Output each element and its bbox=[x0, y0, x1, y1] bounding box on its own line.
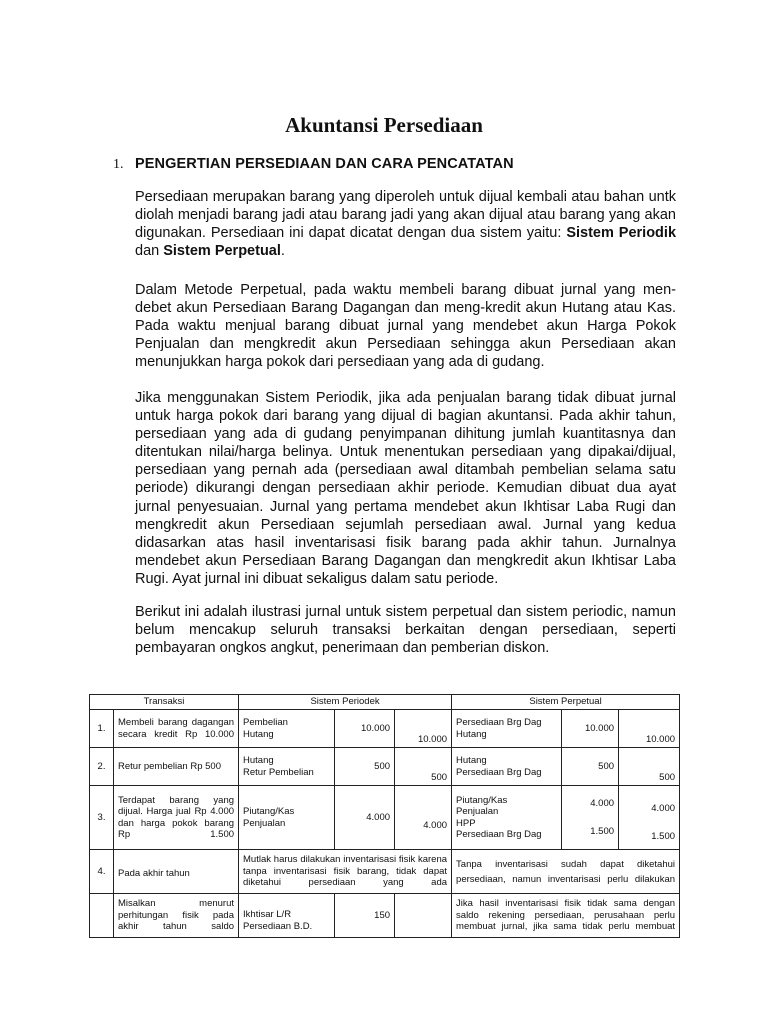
transaction-description: Misalkan menurut perhitungan fisik pada akhir tahun saldo bbox=[114, 894, 239, 938]
perpetual-debit bbox=[562, 786, 619, 850]
journal-comparison-table bbox=[89, 694, 680, 938]
perpetual-accounts bbox=[452, 710, 562, 748]
table-row bbox=[90, 748, 680, 786]
paragraph-periodik: Jika menggunakan Sistem Periodik, jika ada penjualan barang tidak dibuat jurnal untuk harga pokok dari barang yang dijual di bagian akuntansi. Pada akhir tahun, persediaan yang ada di gudang penyimpanan dihitung jumlah kuantitasnya dan ditentukan nilai/harga belinya. Untuk menentukan persediaan yang dipakai/dijual, persediaan yang pernah ada (persediaan awal ditambah pembelian selama satu periode) dikurangi dengan persediaan akhir periode. Kemudian dibuat dua ayat jurnal penyesuaian. Jurnal yang pertama mendebet akun Ikhtisar Laba Rugi dan mengkredit akun Persediaan sejumlah persediaan awal. Jurnal yang kedua didasarkan atas hasil inventarisasi fisik barang pada akhir tahun. Jurnalnya mendebet akun Persediaan Barang Dagangan dan mengkredit akun Ikhtisar Laba Rugi. Ayat jurnal ini dibuat sekaligus dalam satu periode. bbox=[135, 390, 676, 587]
perpetual-debit: 10.000 bbox=[562, 710, 619, 748]
account-name: Hutang bbox=[456, 755, 487, 766]
table-row bbox=[90, 710, 680, 748]
transaction-description: Terdapat barang yang dijual. Harga jual Rp 4.000 dan harga pokok barang Rp 1.500 bbox=[114, 786, 239, 850]
periodik-credit: 4.000 bbox=[395, 786, 452, 850]
credit-amount: 1.500 bbox=[651, 831, 676, 842]
row-number: 3. bbox=[90, 786, 114, 850]
periodik-accounts bbox=[239, 894, 335, 938]
periodik-debit: 500 bbox=[335, 748, 395, 786]
row-number: 1. bbox=[90, 710, 114, 748]
periodik-accounts bbox=[239, 748, 335, 786]
table-row bbox=[90, 894, 680, 938]
perpetual-accounts bbox=[452, 786, 562, 850]
section-number: 1. bbox=[113, 157, 124, 172]
perpetual-accounts bbox=[452, 748, 562, 786]
account-name: HPP bbox=[456, 817, 476, 829]
section-heading: PENGERTIAN PERSEDIAAN DAN CARA PENCATATAN bbox=[135, 156, 514, 172]
transaction-description: Membeli barang dagangan secara kredit Rp 10.000 bbox=[114, 710, 239, 748]
periodik-debit: 10.000 bbox=[335, 710, 395, 748]
debit-amount: 1.500 bbox=[590, 825, 615, 837]
paragraph-illustration: Berikut ini adalah ilustrasi jurnal untuk sistem perpetual dan sistem periodic, namun belum mencakup seluruh transaksi berkaitan dengan persediaan, seperti pembayaran ongkos angkut, penerimaan dan pemberian diskon. bbox=[135, 604, 676, 657]
credit-amount: 4.000 bbox=[651, 802, 676, 814]
paragraph-definition-end: . bbox=[280, 243, 285, 260]
account-name: Persediaan Brg Dag bbox=[456, 829, 542, 840]
perpetual-note: Tanpa inventarisasi sudah dapat diketahui persediaan, namun inventarisasi perlu dilakukan bbox=[452, 850, 680, 894]
transaction-description: Retur pembelian Rp 500 bbox=[114, 748, 239, 786]
periodik-accounts bbox=[239, 710, 335, 748]
periodik-credit: 10.000 bbox=[395, 710, 452, 748]
perpetual-note: Jika hasil inventarisasi fisik tidak sama dengan saldo rekening persediaan, perusahaan perlu membuat jurnal, jika sama tidak perlu membuat bbox=[452, 894, 680, 938]
periodik-accounts bbox=[239, 786, 335, 850]
account-name: Piutang/Kas bbox=[243, 806, 295, 817]
transaction-description: Pada akhir tahun bbox=[114, 850, 239, 894]
account-name: Piutang/Kas bbox=[456, 794, 508, 806]
account-name: Hutang bbox=[243, 728, 274, 740]
table-row bbox=[90, 850, 680, 894]
paragraph-definition bbox=[135, 188, 676, 260]
account-name: Pembelian bbox=[243, 717, 288, 728]
term-sistem-perpetual: Sistem Perpetual bbox=[163, 243, 281, 260]
term-sistem-periodik: Sistem Periodik bbox=[566, 225, 677, 242]
perpetual-debit: 500 bbox=[562, 748, 619, 786]
periodik-note: Mutlak harus dilakukan inventarisasi fisik karena tanpa inventarisasi fisik barang, tidak dapat diketahui persediaan yang ada bbox=[239, 850, 452, 894]
account-name: Retur Pembelian bbox=[243, 766, 314, 778]
connector-dan: dan bbox=[135, 243, 160, 260]
account-name: Persediaan Brg Dag bbox=[456, 766, 542, 778]
perpetual-credit: 10.000 bbox=[619, 710, 680, 748]
perpetual-credit: 500 bbox=[619, 748, 680, 786]
periodik-credit bbox=[395, 894, 452, 938]
perpetual-credit bbox=[619, 786, 680, 850]
account-name: Penjualan bbox=[243, 817, 286, 829]
periodik-debit: 150 bbox=[335, 894, 395, 938]
account-name: Penjualan bbox=[456, 806, 499, 817]
account-name: Hutang bbox=[456, 728, 487, 740]
account-name: Persediaan Brg Dag bbox=[456, 717, 542, 728]
account-name: Ikhtisar L/R bbox=[243, 909, 292, 920]
table-header-row bbox=[90, 695, 680, 710]
paragraph-definition-text: Persediaan merupakan barang yang diperoleh untuk dijual kembali atau bahan untk diolah menjadi barang jadi atau barang jadi yang akan dijual atau barang yang akan digunakan. Persediaan ini dapat dicatat dengan dua sistem yaitu: bbox=[135, 189, 676, 242]
account-name: Persediaan B.D. bbox=[243, 920, 313, 932]
document-title: Akuntansi Persediaan bbox=[285, 113, 483, 137]
header-sistem-perpetual: Sistem Perpetual bbox=[452, 695, 680, 710]
periodik-credit: 500 bbox=[395, 748, 452, 786]
account-name: Hutang bbox=[243, 755, 274, 766]
row-number bbox=[90, 894, 114, 938]
header-sistem-periodik: Sistem Periodek bbox=[239, 695, 452, 710]
periodik-debit: 4.000 bbox=[335, 786, 395, 850]
table-row bbox=[90, 786, 680, 850]
debit-amount: 4.000 bbox=[590, 798, 615, 809]
row-number: 2. bbox=[90, 748, 114, 786]
row-number: 4. bbox=[90, 850, 114, 894]
paragraph-perpetual: Dalam Metode Perpetual, pada waktu membeli barang dibuat jurnal yang men-debet akun Persediaan Barang Dagangan dan meng-kredit akun Hutang atau Kas. Pada waktu menjual barang dibuat jurnal yang mendebet akun Harga Pokok Penjualan dan mengkredit akun Persediaan sehingga akun Persediaan akan menunjukkan harga pokok dari persediaan yang ada di gudang. bbox=[135, 282, 676, 371]
header-transaksi: Transaksi bbox=[90, 695, 239, 710]
